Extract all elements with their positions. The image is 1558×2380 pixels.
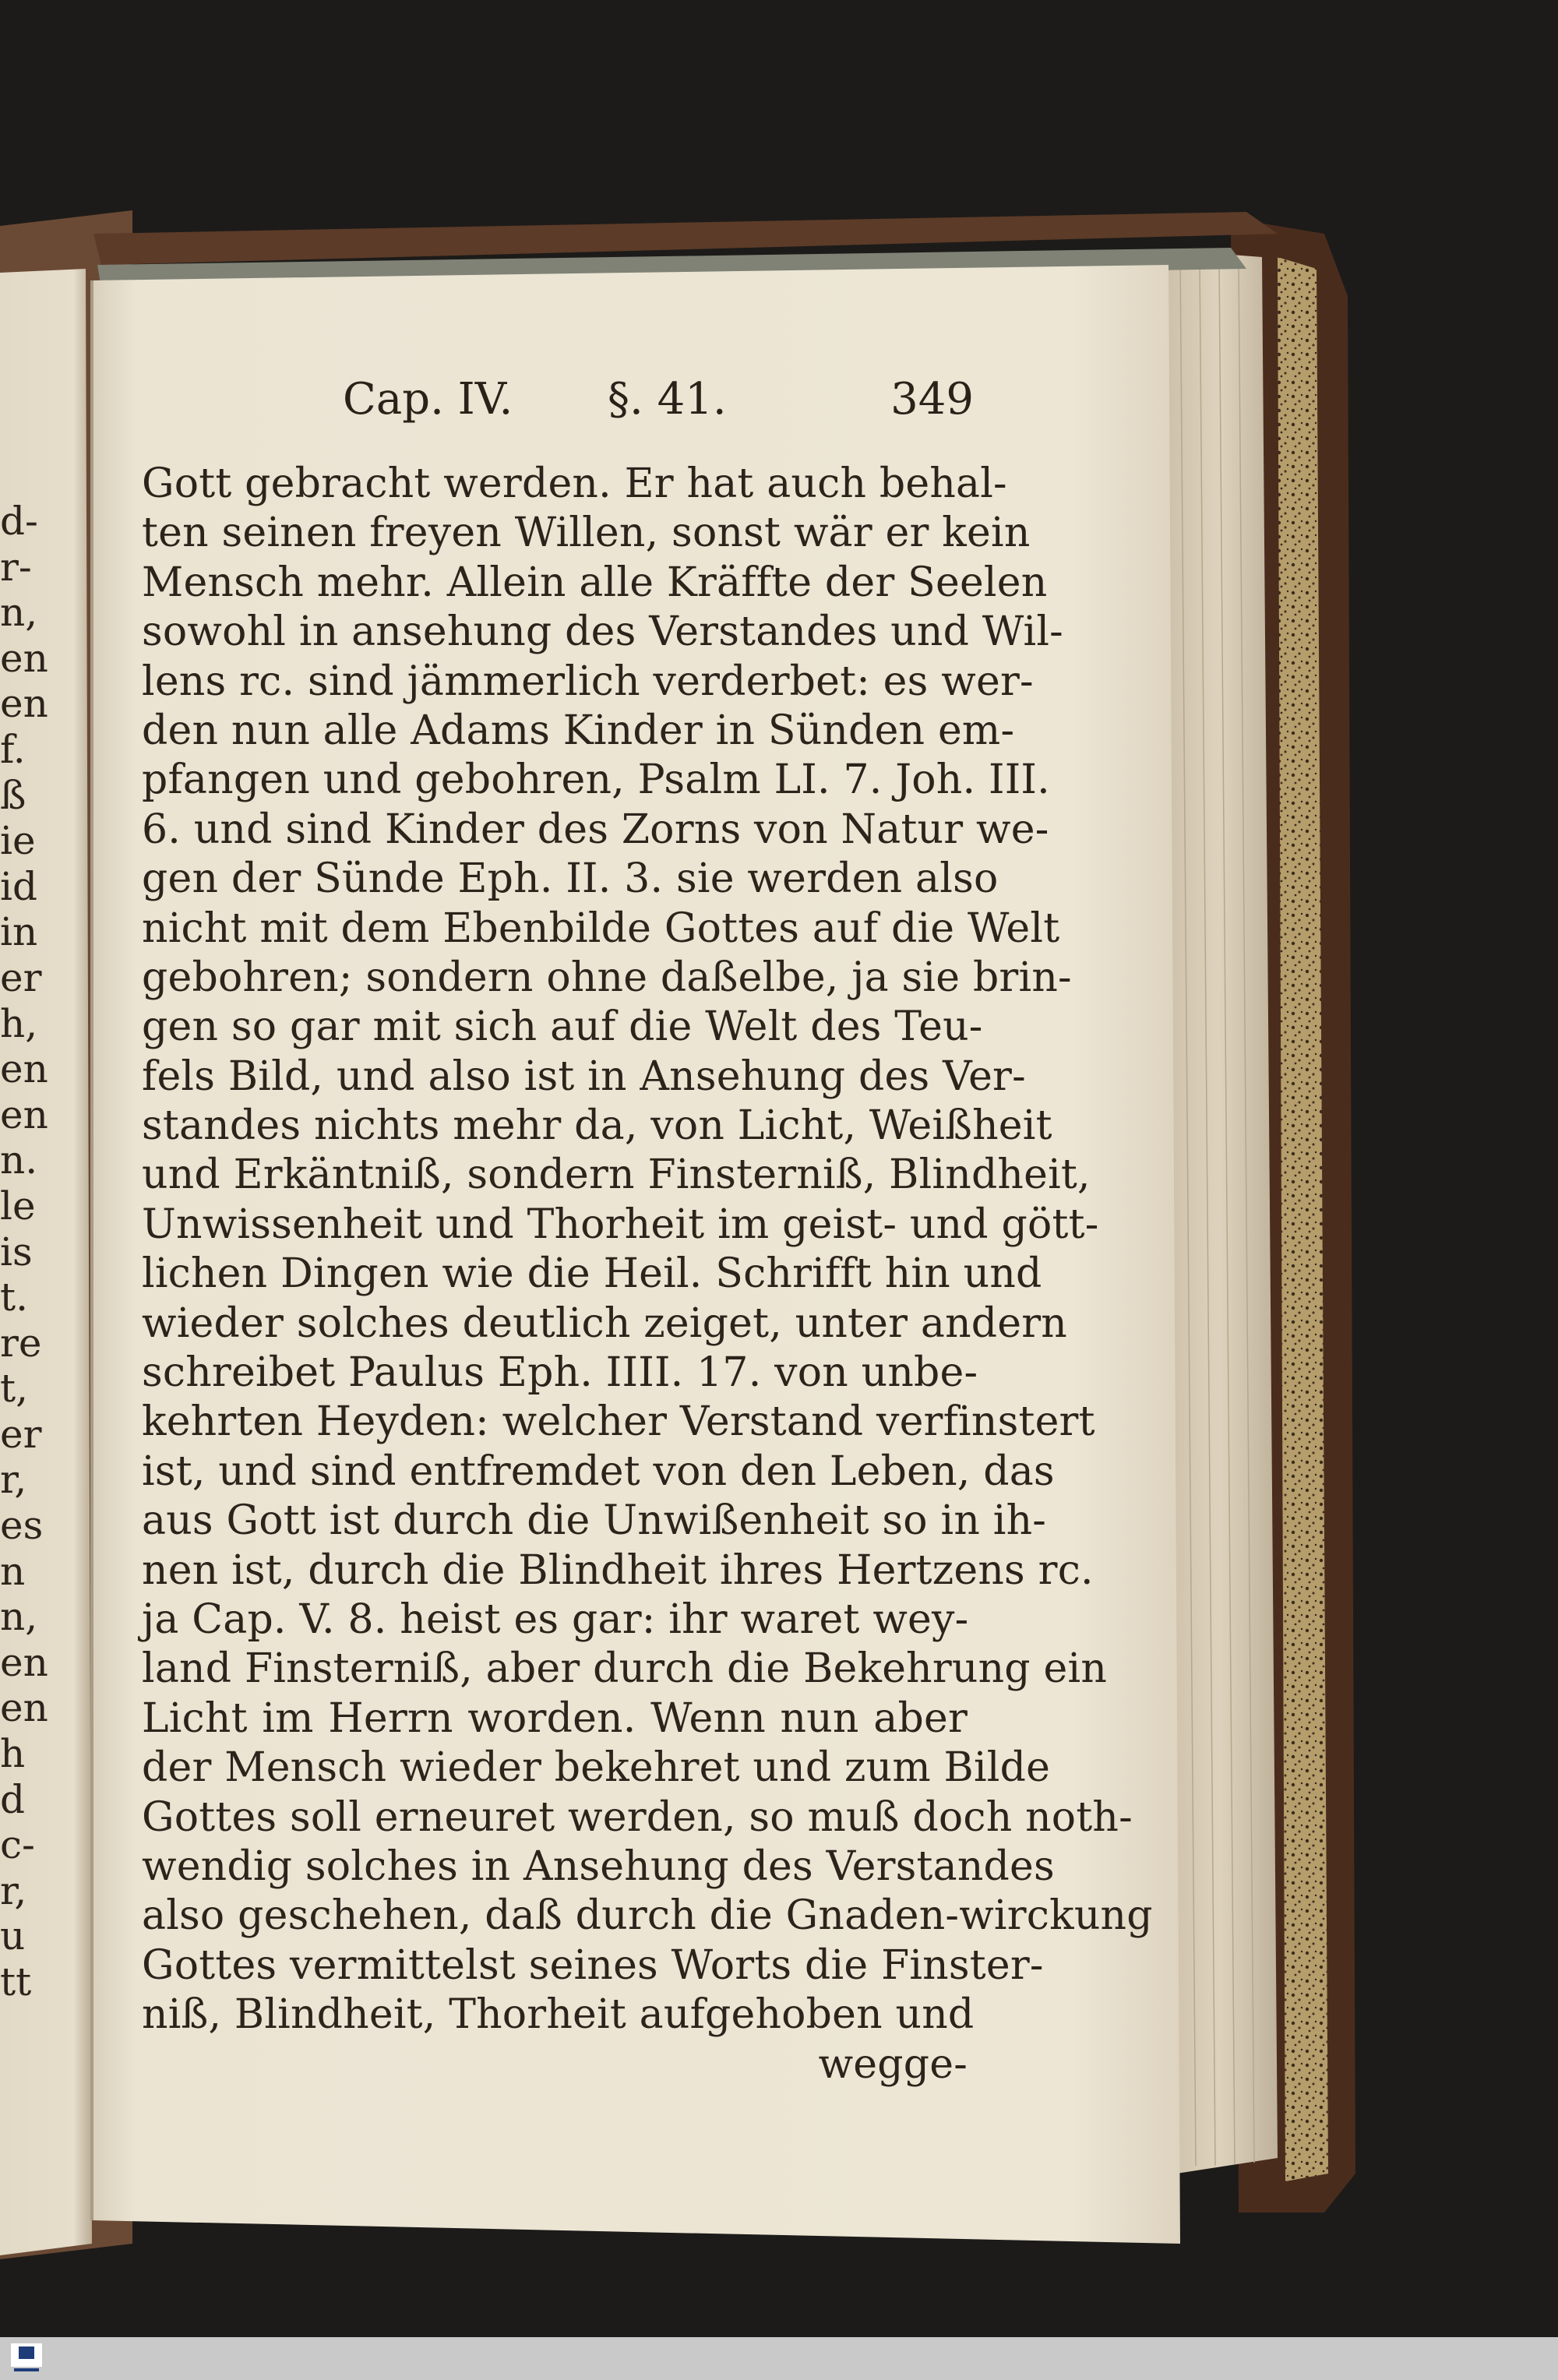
footer-bar bbox=[0, 2337, 1558, 2380]
facing-page-fragment: en bbox=[0, 681, 48, 727]
facing-page-fragment: n, bbox=[0, 590, 38, 636]
facing-page-fragment: er bbox=[0, 1411, 42, 1457]
facing-page-fragment: in bbox=[0, 909, 38, 955]
text-line: und Erkäntniß, sondern Finsterniß, Blindheit, bbox=[142, 1151, 1091, 1199]
text-line: Mensch mehr. Allein alle Kräffte der Seelen bbox=[142, 559, 1048, 606]
facing-page-fragment: en bbox=[0, 1685, 48, 1731]
text-line: Licht im Herrn worden. Wenn nun aber bbox=[142, 1694, 968, 1742]
facing-page-fragment: en bbox=[0, 635, 48, 681]
text-line: wieder solches deutlich zeiget, unter andern bbox=[142, 1299, 1067, 1347]
text-line: niß, Blindheit, Thorheit aufgehoben und bbox=[142, 1991, 975, 2039]
text-line: lichen Dingen wie die Heil. Schrifft hin und bbox=[142, 1250, 1042, 1298]
facing-page-fragment: d bbox=[0, 1776, 26, 1822]
facing-page-fragment: ie bbox=[0, 818, 36, 864]
facing-page-text-edge bbox=[0, 499, 47, 2005]
text-line: wendig solches in Ansehung des Verstandes bbox=[142, 1842, 1055, 1890]
text-line: lens rc. sind jämmerlich verderbet: es wer- bbox=[142, 658, 1034, 705]
running-head bbox=[132, 374, 974, 428]
facing-page-fragment: n. bbox=[0, 1137, 38, 1183]
text-line: sowohl in ansehung des Verstandes und Wil- bbox=[142, 608, 1063, 656]
catchword: wegge- bbox=[818, 2040, 968, 2088]
text-line: schreibet Paulus Eph. IIII. 17. von unbe- bbox=[142, 1349, 978, 1397]
section-label: §. 41. bbox=[608, 374, 727, 425]
text-line: aus Gott ist durch die Unwißenheit so in ih- bbox=[142, 1497, 1047, 1545]
text-line: Gottes vermittelst seines Worts die Finster- bbox=[142, 1941, 1044, 1989]
facing-page-fragment: t. bbox=[0, 1275, 28, 1320]
body-text bbox=[142, 460, 1153, 2089]
page-block-fore-edge bbox=[1161, 249, 1278, 2174]
text-line: Gottes soll erneuret werden, so muß doch noth- bbox=[142, 1793, 1133, 1841]
text-line: gen der Sünde Eph. II. 3. sie werden also bbox=[142, 855, 999, 903]
text-line: der Mensch wieder bekehret und zum Bilde bbox=[142, 1744, 1051, 1792]
facing-page-fragment: tt bbox=[0, 1959, 32, 2004]
text-line: gen so gar mit sich auf die Welt des Teu- bbox=[142, 1003, 983, 1051]
text-line: land Finsterniß, aber durch die Bekehrung ein bbox=[142, 1645, 1108, 1693]
page-number: 349 bbox=[890, 374, 974, 425]
facing-page-fragment: c- bbox=[0, 1822, 35, 1868]
facing-page-fragment: n bbox=[0, 1548, 26, 1594]
text-line: 6. und sind Kinder des Zorns von Natur we- bbox=[142, 806, 1049, 853]
text-line: also geschehen, daß durch die Gnaden-wirckung bbox=[142, 1892, 1153, 1940]
text-line: pfangen und gebohren, Psalm LI. 7. Joh. III. bbox=[142, 756, 1050, 804]
text-line: ist, und sind entfremdet von den Leben, das bbox=[142, 1447, 1055, 1495]
facing-page-fragment: u bbox=[0, 1913, 26, 1959]
facing-page-fragment: es bbox=[0, 1503, 44, 1549]
facing-page-fragment: le bbox=[0, 1183, 36, 1229]
text-line: Gott gebracht werden. Er hat auch behal- bbox=[142, 460, 1007, 507]
facing-page-fragment: ß bbox=[0, 772, 26, 818]
facing-page-fragment: en bbox=[0, 1639, 48, 1685]
text-line: standes nichts mehr da, von Licht, Weißheit bbox=[142, 1102, 1052, 1150]
facing-page-fragment: en bbox=[0, 1046, 48, 1092]
text-line: ten seinen freyen Willen, sonst wär er kein bbox=[142, 509, 1031, 557]
facing-page-fragment: er bbox=[0, 954, 42, 1000]
text-line: kehrten Heyden: welcher Verstand verfinstert bbox=[142, 1398, 1095, 1446]
facing-page-fragment: h, bbox=[0, 1000, 38, 1046]
text-line: fels Bild, und also ist in Ansehung des Ver- bbox=[142, 1052, 1026, 1100]
chapter-label: Cap. IV. bbox=[343, 374, 513, 425]
facing-page-fragment: en bbox=[0, 1091, 48, 1137]
facing-page-fragment: re bbox=[0, 1320, 42, 1366]
facing-page-fragment: d- bbox=[0, 499, 38, 544]
facing-page-fragment: t, bbox=[0, 1366, 28, 1412]
text-line: gebohren; sondern ohne daßelbe, ja sie brin- bbox=[142, 954, 1072, 1001]
text-line: nicht mit dem Ebenbilde Gottes auf die Welt bbox=[142, 904, 1060, 952]
facing-page-fragment: r, bbox=[0, 1457, 27, 1503]
facing-page-fragment: r- bbox=[0, 544, 32, 590]
text-line: nen ist, durch die Blindheit ihres Hertzens rc. bbox=[142, 1546, 1094, 1594]
facing-page-fragment: is bbox=[0, 1229, 33, 1275]
facing-page-fragment: f. bbox=[0, 726, 26, 772]
text-line: Unwissenheit und Thorheit im geist- und gött- bbox=[142, 1201, 1099, 1248]
text-line: den nun alle Adams Kinder in Sünden em- bbox=[142, 707, 1015, 754]
facing-page-fragment: h bbox=[0, 1731, 26, 1777]
facing-page-fragment: id bbox=[0, 863, 37, 909]
facing-page-fragment: n, bbox=[0, 1594, 38, 1640]
text-line: ja Cap. V. 8. heist es gar: ihr waret wey- bbox=[142, 1595, 969, 1643]
facing-page-fragment: r, bbox=[0, 1867, 27, 1913]
